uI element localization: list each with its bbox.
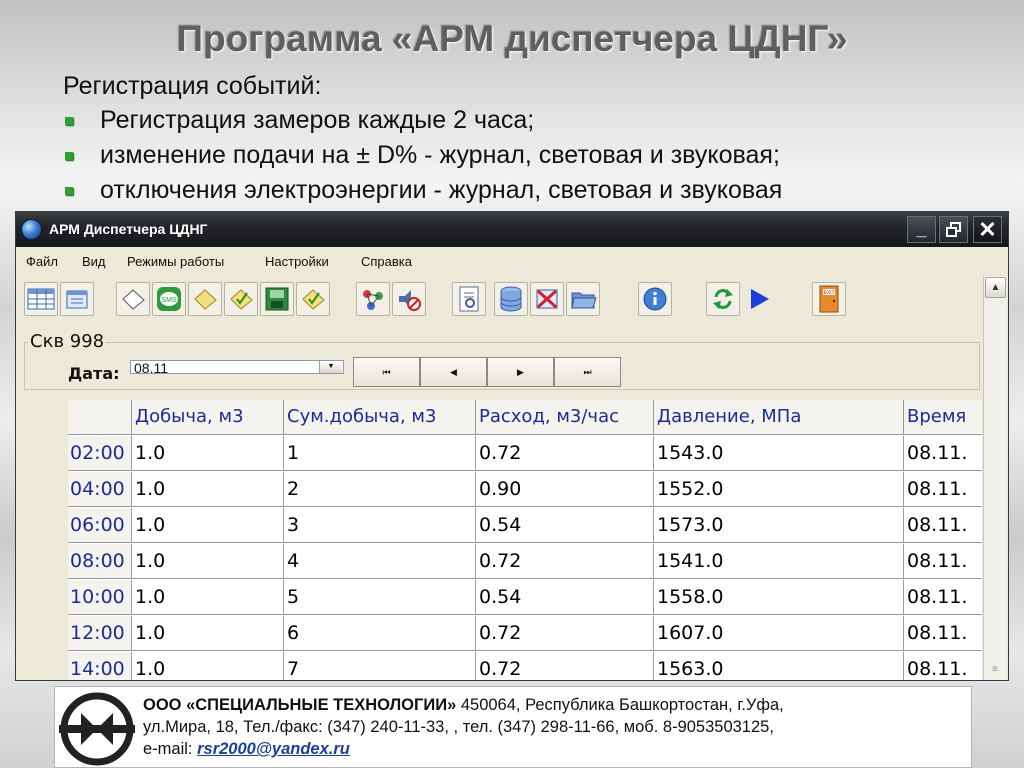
info-icon	[641, 285, 669, 313]
note-yellow-icon	[191, 287, 219, 311]
refresh-icon	[709, 285, 737, 313]
column-header[interactable]: Сум.добыча, м3	[284, 400, 476, 435]
menu-file[interactable]: Файл	[26, 254, 58, 269]
company-name: ООО «СПЕЦИАЛЬНЫЕ ТЕХНОЛОГИИ»	[143, 696, 457, 714]
column-header[interactable]: Время	[904, 400, 982, 435]
table-cell[interactable]: 08.11.	[904, 580, 982, 615]
row-header-time[interactable]: 10:00	[68, 580, 132, 615]
delete-button[interactable]	[530, 282, 564, 316]
menu-modes[interactable]: Режимы работы	[127, 254, 225, 269]
report-button[interactable]	[452, 282, 486, 316]
note-check-icon	[227, 287, 255, 311]
save-icon	[264, 286, 290, 312]
note-check2-icon	[299, 287, 327, 311]
slide-title: Программа «АРМ диспетчера ЦДНГ»	[176, 18, 848, 59]
note-yellow-button[interactable]	[188, 282, 222, 316]
list-view-button[interactable]	[60, 282, 94, 316]
menu-help[interactable]: Справка	[361, 254, 412, 269]
table-view-button[interactable]	[24, 282, 58, 316]
table-cell[interactable]: 1541.0	[654, 544, 904, 579]
row-header-time[interactable]: 02:00	[68, 436, 132, 471]
footer	[54, 686, 972, 768]
sms-icon	[155, 285, 183, 313]
exit-icon	[816, 284, 842, 314]
table-cell[interactable]: 1.0	[132, 472, 284, 507]
table-cell[interactable]: 5	[284, 580, 476, 615]
bullet-icon	[65, 187, 73, 195]
bullet-text: Регистрация замеров каждые 2 часа;	[100, 106, 535, 134]
play-icon	[745, 285, 773, 313]
table-cell[interactable]: 7	[284, 652, 476, 681]
exit-label: EXIT	[823, 290, 835, 296]
folder-icon	[569, 286, 597, 312]
table-cell[interactable]: 2	[284, 472, 476, 507]
table-cell[interactable]: 0.54	[476, 580, 654, 615]
bullet-item	[63, 176, 782, 211]
corner-header-cell[interactable]	[68, 400, 132, 435]
company-contacts: ул.Мира, 18, Тел./факс: (347) 240-11-33, , тел. (347) 298-11-66, моб. 8-9053503125,	[143, 718, 774, 736]
table-cell[interactable]: 1563.0	[654, 652, 904, 681]
vertical-scrollbar[interactable]	[983, 276, 1007, 681]
last-record-button[interactable]: ⏭	[554, 357, 621, 387]
note-check-button[interactable]	[224, 282, 258, 316]
well-label: Скв 998	[30, 331, 105, 352]
intro-text: Регистрация событий:	[63, 72, 322, 100]
app-window	[15, 211, 1009, 681]
table-cell[interactable]: 1.0	[132, 580, 284, 615]
network-icon	[359, 286, 387, 312]
table-cell[interactable]: 1.0	[132, 436, 284, 471]
bullet-icon	[65, 117, 73, 125]
network-button[interactable]	[356, 282, 390, 316]
table-cell[interactable]: 0.72	[476, 616, 654, 651]
bullet-item	[63, 141, 782, 176]
first-record-button[interactable]: ⏮	[353, 357, 420, 387]
table-cell[interactable]: 08.11.	[904, 616, 982, 651]
play-button[interactable]	[742, 282, 776, 316]
toolbar	[16, 278, 982, 320]
row-header-time[interactable]: 06:00	[68, 508, 132, 543]
save-button[interactable]	[260, 282, 294, 316]
restore-button[interactable]	[939, 216, 968, 243]
table-cell[interactable]: 1607.0	[654, 616, 904, 651]
scroll-grip-icon: ≡	[992, 664, 998, 675]
restore-icon	[945, 221, 963, 239]
menu-settings[interactable]: Настройки	[265, 254, 329, 269]
table-cell[interactable]: 0.72	[476, 652, 654, 681]
delete-icon	[533, 285, 561, 313]
sms-button[interactable]	[152, 282, 186, 316]
menu-view[interactable]: Вид	[82, 254, 106, 269]
sms-label: SMS	[161, 297, 177, 304]
bullet-text: изменение подачи на ± D% - журнал, световая и звуковая;	[100, 141, 780, 169]
table-cell[interactable]: 0.54	[476, 508, 654, 543]
note-icon	[119, 287, 147, 311]
table-cell[interactable]: 1573.0	[654, 508, 904, 543]
table-cell[interactable]: 1.0	[132, 616, 284, 651]
table-cell[interactable]: 08.11.	[904, 508, 982, 543]
data-grid	[68, 400, 982, 681]
table-cell[interactable]: 08.11.	[904, 652, 982, 681]
sound-off-button[interactable]	[392, 282, 426, 316]
database-button[interactable]	[494, 282, 528, 316]
company-logo	[59, 691, 135, 767]
sound-off-icon	[395, 286, 423, 312]
table-cell[interactable]: 08.11.	[904, 436, 982, 471]
exit-button[interactable]	[812, 282, 846, 316]
table-cell[interactable]: 1.0	[132, 508, 284, 543]
scroll-up-button[interactable]: ▲	[985, 277, 1006, 298]
menu-bar	[16, 250, 1008, 274]
row-header-time[interactable]: 08:00	[68, 544, 132, 579]
column-header[interactable]: Давление, МПа	[654, 400, 904, 435]
note-check2-button[interactable]	[296, 282, 330, 316]
refresh-button[interactable]	[706, 282, 740, 316]
title-bar[interactable]	[16, 212, 1008, 247]
table-cell[interactable]: 1552.0	[654, 472, 904, 507]
table-cell[interactable]: 1.0	[132, 544, 284, 579]
database-icon	[498, 285, 524, 313]
folder-button[interactable]	[566, 282, 600, 316]
next-record-button[interactable]: ▶	[487, 357, 554, 387]
table-cell[interactable]: 1.0	[132, 652, 284, 681]
report-icon	[456, 285, 482, 313]
table-cell[interactable]: 4	[284, 544, 476, 579]
company-address: 450064, Республика Башкортостан, г.Уфа,	[456, 696, 784, 714]
table-cell[interactable]: 08.11.	[904, 544, 982, 579]
column-header[interactable]: Добыча, м3	[132, 400, 284, 435]
date-label: Дата:	[68, 364, 120, 383]
row-header-time[interactable]: 12:00	[68, 616, 132, 651]
table-cell[interactable]: 0.72	[476, 544, 654, 579]
minimize-button[interactable]: _	[907, 216, 936, 243]
table-cell[interactable]: 0.72	[476, 436, 654, 471]
bullet-icon	[65, 152, 73, 160]
window-title: АРМ Диспетчера ЦДНГ	[49, 221, 208, 237]
bullet-list	[63, 106, 782, 211]
close-button[interactable]: ✕	[973, 216, 1002, 243]
prev-record-button[interactable]: ◀	[420, 357, 487, 387]
app-globe-icon	[21, 219, 42, 240]
bullet-item	[63, 106, 782, 141]
table-cell[interactable]: 0.90	[476, 472, 654, 507]
table-cell[interactable]: 1	[284, 436, 476, 471]
row-header-time[interactable]: 14:00	[68, 652, 132, 681]
column-header[interactable]: Расход, м3/час	[476, 400, 654, 435]
info-button[interactable]	[638, 282, 672, 316]
table-view-icon	[27, 287, 55, 311]
email-link[interactable]: rsr2000@yandex.ru	[197, 740, 350, 758]
bullet-text: отключения электроэнергии - журнал, световая и звуковая	[100, 176, 783, 204]
row-header-time[interactable]: 04:00	[68, 472, 132, 507]
email-label: e-mail:	[143, 740, 198, 758]
table-cell[interactable]: 1543.0	[654, 436, 904, 471]
table-cell[interactable]: 1558.0	[654, 580, 904, 615]
table-cell[interactable]: 08.11.	[904, 472, 982, 507]
table-cell[interactable]: 3	[284, 508, 476, 543]
date-select[interactable]: 08.11	[130, 360, 344, 374]
list-view-icon	[63, 287, 91, 311]
date-dropdown-button[interactable]: ▼	[319, 361, 342, 373]
table-cell[interactable]: 6	[284, 616, 476, 651]
company-info	[143, 694, 784, 760]
note-button[interactable]	[116, 282, 150, 316]
